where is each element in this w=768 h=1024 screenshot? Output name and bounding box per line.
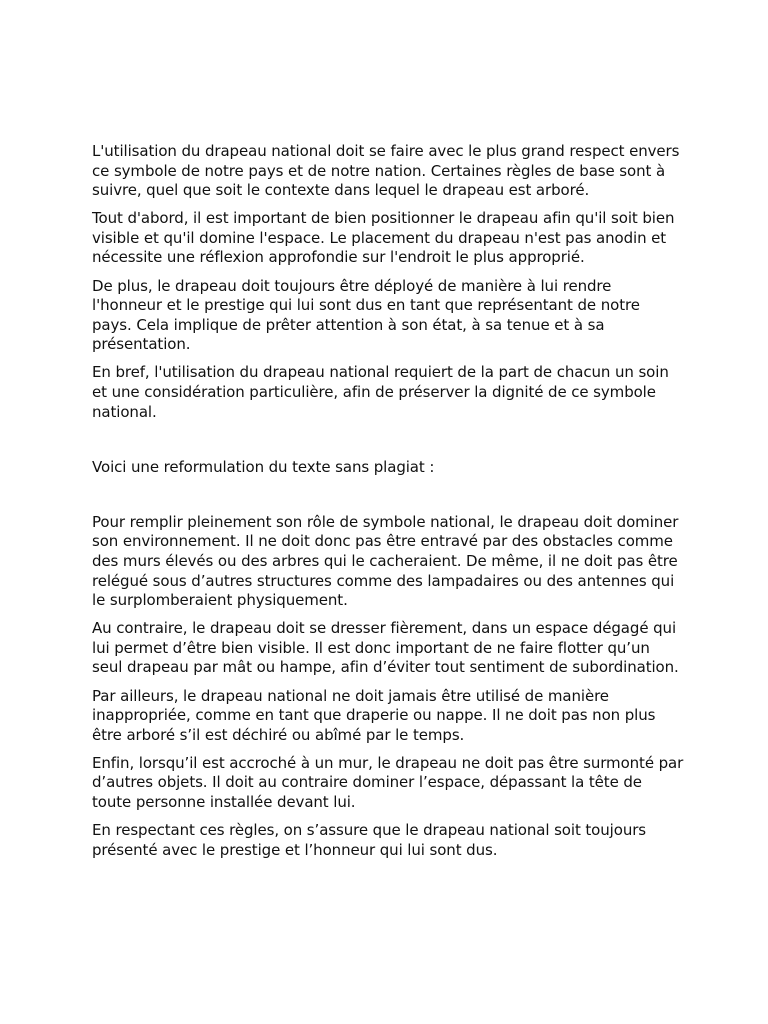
paragraph-positioning: Tout d'abord, il est important de bien positionner le drapeau afin qu'il soit bien visible et qu'il domine l'espace. Le placement du drapeau n'est pas anodin et nécessite une réflexion approfondie sur l'endroit le plus approprié.	[92, 209, 675, 267]
paragraph-conclusion: En respectant ces règles, on s’assure que le drapeau national soit toujours présenté avec le prestige et l’honneur qui lui sont dus.	[92, 821, 647, 859]
document-page	[92, 142, 684, 860]
paragraph-inappropriate-use: Par ailleurs, le drapeau national ne doit jamais être utilisé de manière inappropriée, comme en tant que draperie ou nappe. Il ne doit pas non plus être arboré s’il est déchiré ou abîmé par le temps.	[92, 686, 656, 744]
paragraph-honor: De plus, le drapeau doit toujours être déployé de manière à lui rendre l'honneur et le prestige qui lui sont dus en tant que représentant de notre pays. Cela implique de prêter attention à son état, à sa tenue et à sa présentation.	[92, 276, 640, 354]
paragraph-respect: L'utilisation du drapeau national doit se faire avec le plus grand respect envers ce symbole de notre pays et de notre nation. Certaines règles de base sont à suivre, quel que soit le contexte dans lequel le drapeau est arboré.	[92, 142, 680, 200]
paragraph-wall-display: Enfin, lorsqu’il est accroché à un mur, le drapeau ne doit pas être surmonté par d’autres objets. Il doit au contraire dominer l’espace, dépassant la tête de toute personne installée devant lui.	[92, 753, 684, 812]
paragraph-dominate: Pour remplir pleinement son rôle de symbole national, le drapeau doit dominer son environnement. Il ne doit donc pas être entravé par des obstacles comme des murs élevés ou des arbres qui le cacheraient. De même, il ne doit pas être relégué sous d’autres structures comme des lampadaires ou des antennes qui le surplomberaient physiquement.	[92, 512, 679, 610]
paragraph-visibility: Au contraire, le drapeau doit se dresser fièrement, dans un espace dégagé qui lui permet d’être bien visible. Il est donc important de ne faire flotter qu’un seul drapeau par mât ou hampe, afin d’éviter tout sentiment de subordination.	[92, 619, 679, 677]
intro-line: Voici une reformulation du texte sans plagiat :	[92, 458, 435, 477]
paragraph-summary: En bref, l'utilisation du drapeau national requiert de la part de chacun un soin et une considération particulière, afin de préserver la dignité de ce symbole national.	[92, 363, 669, 421]
